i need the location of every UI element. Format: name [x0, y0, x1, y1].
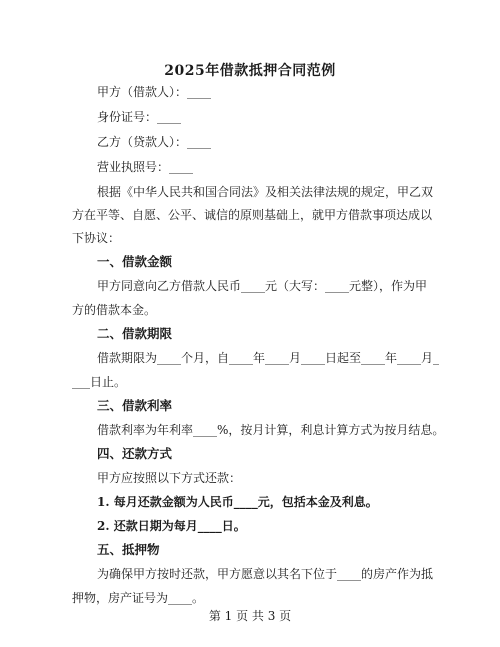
party-a-line: 甲方（借款人）：____: [97, 85, 212, 99]
document-title: 2025年借款抵押合同范例: [164, 63, 336, 79]
intro-line: 方在平等、自愿、公平、诚信的原则基础上，就甲方借款事项达成以: [72, 208, 433, 222]
section-text-line: 借款利率为年利率____%，按月计算，利息计算方式为按月结息。: [97, 423, 445, 437]
section-text-line: ___日止。: [72, 375, 127, 389]
section-text-line: 为确保甲方按时还款，甲方愿意以其名下位于____的房产作为抵: [97, 567, 434, 581]
section-heading-collateral: 五、抵押物: [97, 542, 160, 557]
section-text-line: 甲方同意向乙方借款人民币____元（大写：____元整），作为甲: [97, 279, 428, 293]
id-number-line: 身份证号：____: [97, 110, 182, 124]
license-line: 营业执照号：____: [97, 160, 194, 174]
section-heading-term: 二、借款期限: [97, 326, 173, 341]
section-heading-rate: 三、借款利率: [97, 398, 173, 413]
page-number-footer: 第 1 页 共 3 页: [208, 609, 292, 623]
intro-line: 下协议：: [72, 231, 121, 245]
section-text-line: 甲方应按照以下方式还款：: [97, 471, 242, 485]
section-text-line: 借款期限为____个月，自____年____月____日起至____年____月_: [97, 351, 440, 365]
section-heading-repayment: 四、还款方式: [97, 446, 173, 461]
section-heading-amount: 一、借款金额: [97, 254, 173, 269]
section-text-line: 押物，房产证号为____。: [72, 591, 205, 605]
party-b-line: 乙方（贷款人）：____: [97, 135, 212, 149]
intro-line: 根据《中华人民共和国合同法》及相关法律法规的规定，甲乙双: [97, 185, 434, 199]
repayment-item-1: 1. 每月还款金额为人民币____元，包括本金及利息。: [97, 495, 378, 509]
repayment-item-2: 2. 还款日期为每月____日。: [97, 519, 246, 533]
section-text-line: 方的借款本金。: [72, 303, 157, 317]
